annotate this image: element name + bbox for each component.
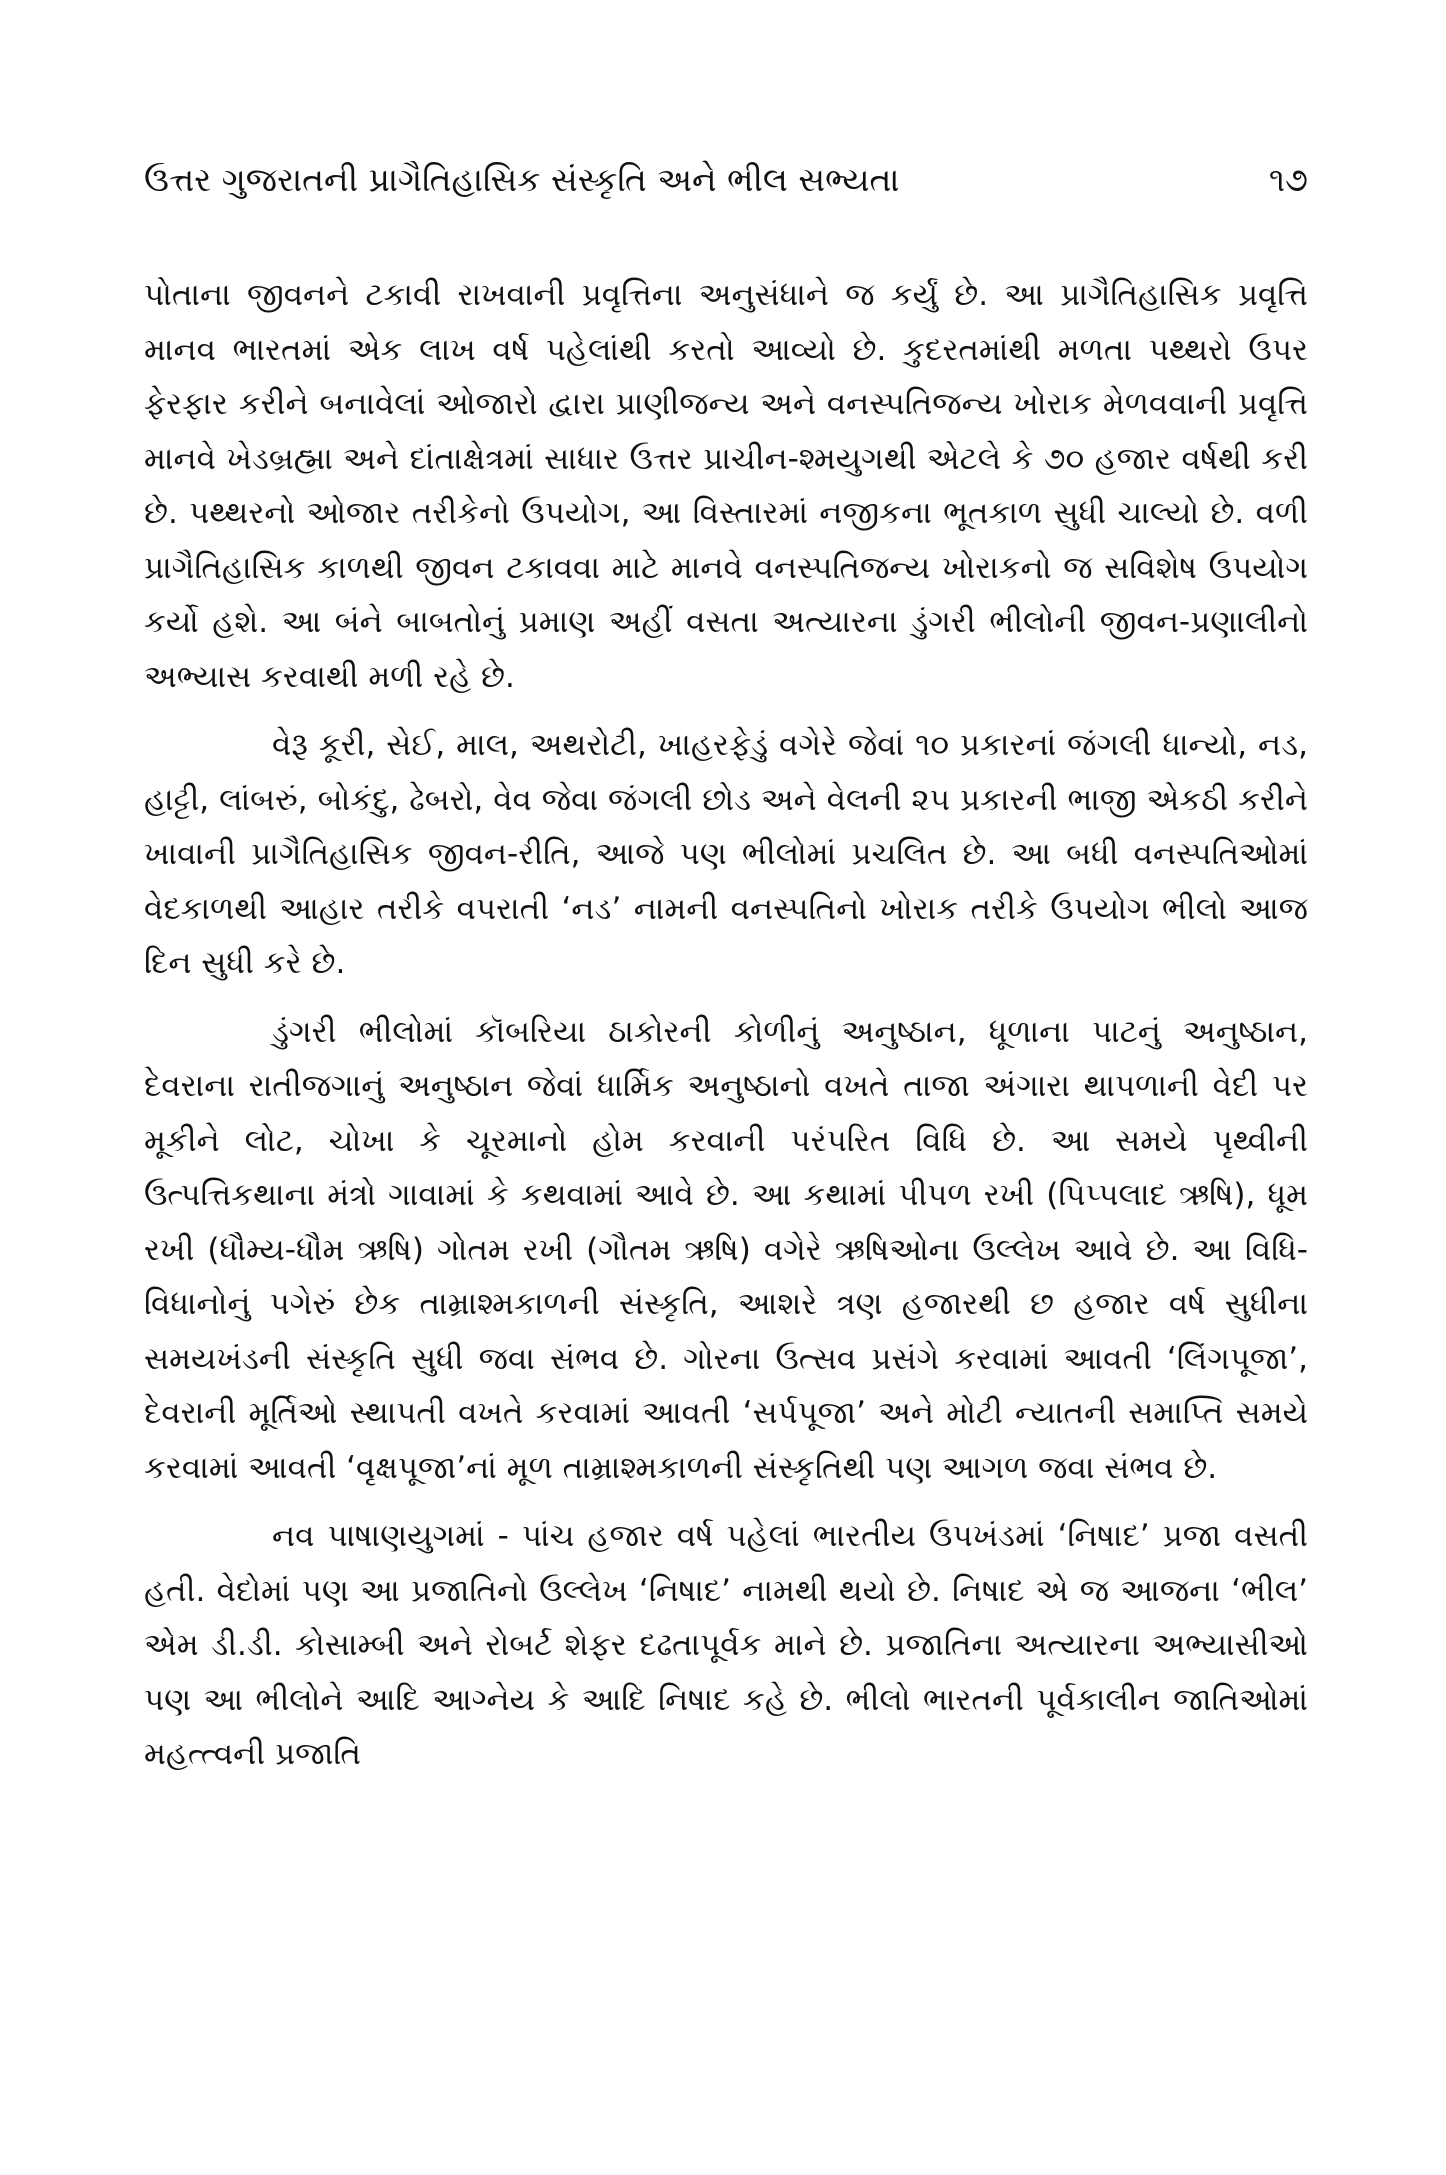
body-text (144, 268, 1308, 1796)
chapter-title: ઉત્તર ગુજરાતની પ્રાગૈતિહાસિક સંસ્કૃતિ અને ભીલ સભ્યતા (144, 160, 900, 199)
paragraph-rituals: ડુંગરી ભીલોમાં કૉબરિયા ઠાકોરની કોળીનું અનુષ્ઠાન, ધૂળાના પાટનું અનુષ્ઠાન, દેવરાના રાતીજગાનું અનુષ્ઠાન જેવાં ધાર્મિક અનુષ્ઠાનો વખતે તાજા અંગારા થાપળાની વેદી પર મૂકીને લોટ, ચોખા કે ચૂરમાનો હોમ કરવાની પરંપરિત વિધિ છે. આ સમયે પૃથ્વીની ઉત્પત્તિકથાના મંત્રો ગાવામાં કે કથવામાં આવે છે. આ કથામાં પીપળ રખી (પિપ્પલાદ ઋષિ), ધૂમ રખી (ધૌમ્ય-ધૌમ ઋષિ) ગોતમ રખી (ગૌતમ ઋષિ) વગેરે ઋષિઓના ઉલ્લેખ આવે છે. આ વિધિ-વિધાનોનું પગેરું છેક તામ્રાશ્મકાળની સંસ્કૃતિ, આશરે ત્રણ હજારથી છ હજાર વર્ષ સુધીના સમયખંડની સંસ્કૃતિ સુધી જવા સંભવ છે. ગોરના ઉત્સવ પ્રસંગે કરવામાં આવતી ‘લિંગપૂજા’, દેવરાની મૂર્તિઓ સ્થાપતી વખતે કરવામાં આવતી ‘સર્પપૂજા’ અને મોટી ન્યાતની સમાપ્તિ સમયે કરવામાં આવતી ‘વૃક્ષપૂજા’નાં મૂળ તામ્રાશ્મકાળની સંસ્કૃતિથી પણ આગળ જવા સંભવ છે. (144, 1013, 1308, 1486)
page-number: ૧૭ (1268, 160, 1308, 199)
paragraph-wild-foods: વેરૂ કૂરી, સેઈ, માલ, અથરોટી, ખાહરફેડું વગેરે જેવાં ૧૦ પ્રકારનાં જંગલી ધાન્યો, નડ, હાટ્ટી, લાંબરું, બોકંદુ, ઢેબરો, વેવ જેવા જંગલી છોડ અને વેલની ૨૫ પ્રકારની ભાજી એકઠી કરીને ખાવાની પ્રાગૈતિહાસિક જીવન-રીતિ, આજે પણ ભીલોમાં પ્રચલિત છે. આ બધી વનસ્પતિઓમાં વેદકાળથી આહાર તરીકે વપરાતી ‘નડ’ નામની વનસ્પતિનો ખોરાક તરીકે ઉપયોગ ભીલો આજ દિન સુધી કરે છે. (144, 727, 1308, 981)
paragraph-nishad: નવ પાષાણયુગમાં - પાંચ હજાર વર્ષ પહેલાં ભારતીય ઉપખંડમાં ‘નિષાદ’ પ્રજા વસતી હતી. વેદોમાં પણ આ પ્રજાતિનો ઉલ્લેખ ‘નિષાદ’ નામથી થયો છે. નિષાદ એ જ આજના ‘ભીલ’ એમ ડી.ડી. કોસામ્બી અને રોબર્ટ શેફર દઢતાપૂર્વક માને છે. પ્રજાતિના અત્યારના અભ્યાસીઓ પણ આ ભીલોને આદિ આગ્નેય કે આદિ નિષાદ કહે છે. ભીલો ભારતની પૂર્વકાલીન જાતિઓમાં મહત્ત્વની પ્રજાતિ (144, 1518, 1308, 1772)
running-header (144, 150, 1308, 210)
paragraph-continuation: પોતાના જીવનને ટકાવી રાખવાની પ્રવૃત્તિના અનુસંધાને જ કર્યું છે. આ પ્રાગૈતિહાસિક પ્રવૃત્તિ માનવ ભારતમાં એક લાખ વર્ષ પહેલાંથી કરતો આવ્યો છે. કુદરતમાંથી મળતા પથ્થરો ઉપર ફેરફાર કરીને બનાવેલાં ઓજારો દ્વારા પ્રાણીજન્ય અને વનસ્પતિજન્ય ખોરાક મેળવવાની પ્રવૃત્તિ માનવે ખેડબ્રહ્મા અને દાંતાક્ષેત્રમાં સાધાર ઉત્તર પ્રાચીન-શ્મયુગથી એટલે કે ૭૦ હજાર વર્ષથી કરી છે. પથ્થરનો ઓજાર તરીકેનો ઉપયોગ, આ વિસ્તારમાં નજીકના ભૂતકાળ સુધી ચાલ્યો છે. વળી પ્રાગૈતિહાસિક કાળથી જીવન ટકાવવા માટે માનવે વનસ્પતિજન્ય ખોરાકનો જ સવિશેષ ઉપયોગ કર્યો હશે. આ બંને બાબતોનું પ્રમાણ અહીં વસતા અત્યારના ડુંગરી ભીલોની જીવન-પ્રણાલીનો અભ્યાસ કરવાથી મળી રહે છે. (144, 277, 1308, 695)
